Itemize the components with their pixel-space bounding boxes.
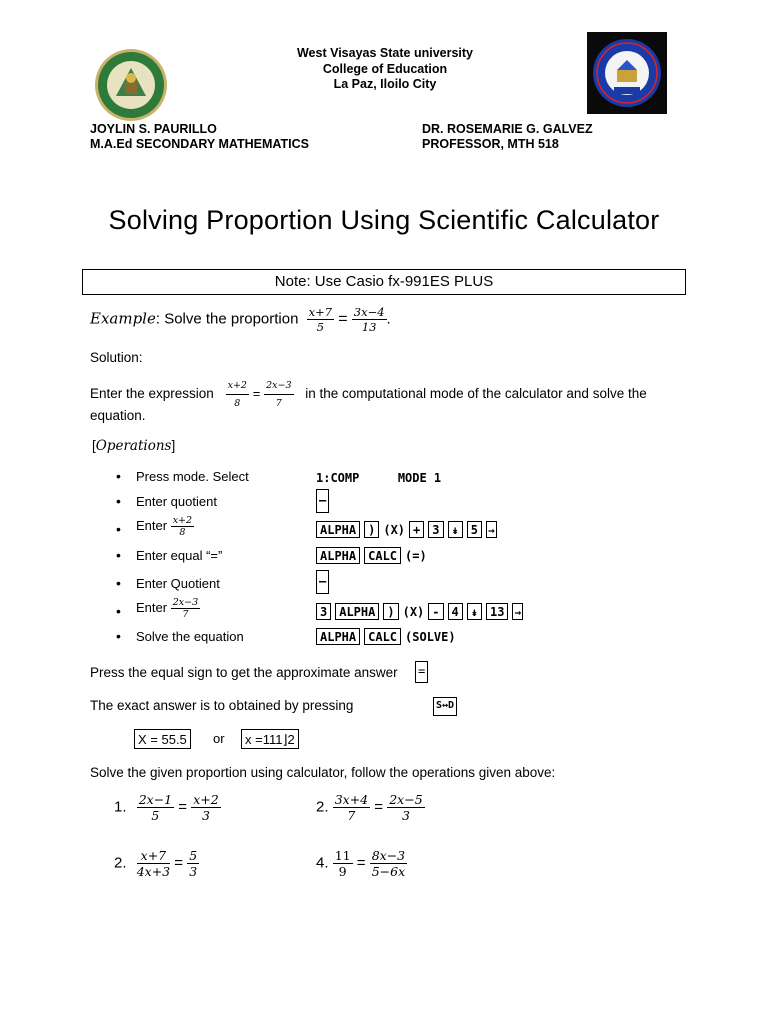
decimal-answer-box: X = 55.5 — [134, 729, 191, 749]
right-arrow-key: → — [486, 521, 497, 538]
fraction-denominator: 5 — [316, 320, 325, 334]
fraction-denominator: 3 — [202, 808, 210, 823]
fraction-numerator: x+2 — [226, 377, 249, 395]
or-text: or — [213, 731, 225, 746]
step-keys — [316, 570, 333, 594]
step-label: Enter — [136, 599, 168, 615]
professor-course: PROFESSOR, MTH 518 — [422, 137, 559, 151]
fraction-denominator: 7 — [347, 808, 356, 823]
equals-sign: = — [338, 310, 348, 328]
exercise-intro: Solve the given proportion using calculator, follow the operations given above: — [90, 765, 556, 780]
fraction-key: — — [316, 570, 329, 594]
bullet-icon: • — [116, 493, 121, 509]
alpha-key: ALPHA — [335, 603, 379, 620]
fraction-denominator: 9 — [338, 864, 347, 879]
bracket-open: [ — [92, 438, 96, 453]
step-label-with-fraction — [136, 597, 200, 620]
equals-text: (=) — [405, 548, 427, 563]
exercise-rhs-fraction — [187, 848, 199, 879]
equals-sign: = — [174, 854, 184, 872]
fraction-numerator: x+7 — [137, 848, 170, 864]
s-d-key: S↔D — [433, 697, 457, 716]
step-label: Enter Quotient — [136, 576, 220, 591]
x-variable-text: (X) — [383, 522, 406, 537]
step-keys — [316, 628, 460, 646]
college-emblem-icon — [587, 32, 667, 114]
exercise-number: 1. — [114, 798, 127, 816]
calc-key: CALC — [364, 628, 401, 645]
example-text: : Solve the proportion — [155, 310, 299, 328]
exercise-lhs-fraction — [333, 792, 370, 823]
college-name: College of Education — [322, 62, 448, 76]
digit-key: 13 — [486, 603, 508, 620]
fraction-numerator: 5 — [189, 848, 198, 863]
example-line — [90, 305, 391, 334]
fraction-key: — — [316, 489, 329, 513]
operations-heading — [92, 438, 175, 454]
professor-name: DR. ROSEMARIE G. GALVEZ — [422, 122, 593, 136]
fraction-denominator: 4x+3 — [136, 864, 171, 879]
exercise-number: 4. — [316, 854, 329, 872]
fraction-numerator: 8x−3 — [371, 848, 406, 863]
exercise-number: 2. — [316, 798, 329, 816]
fraction-denominator: 5−6x — [371, 864, 406, 879]
expression-lhs-fraction — [226, 377, 249, 412]
bullet-icon: • — [116, 521, 121, 537]
note-box: Note: Use Casio fx-991ES PLUS — [82, 269, 686, 295]
step-keys — [316, 547, 431, 565]
equals-sign: = — [252, 386, 261, 402]
step-label: Enter — [136, 517, 168, 533]
exercise-item — [114, 848, 199, 879]
fraction-numerator: 2x−3 — [172, 597, 199, 608]
bracket-close: ] — [171, 438, 176, 453]
fraction-numerator: 2x−1 — [138, 792, 173, 807]
digit-key: 3 — [428, 521, 443, 538]
page-title: Solving Proportion Using Scientific Calculator — [108, 205, 660, 235]
bullet-icon: • — [116, 575, 121, 591]
exercise-rhs-fraction — [387, 792, 424, 823]
step-label: Enter quotient — [136, 494, 217, 509]
alpha-key: ALPHA — [316, 628, 360, 645]
paren-key: ) — [364, 521, 379, 538]
mode-comp-text: 1:COMP — [316, 470, 360, 485]
fraction-numerator: 3x−4 — [353, 305, 385, 319]
down-arrow-key: ↡ — [467, 603, 482, 620]
operations-label: Operations — [95, 438, 172, 454]
example-rhs-fraction — [352, 305, 387, 334]
digit-key: 3 — [316, 603, 331, 620]
digit-key: 4 — [448, 603, 463, 620]
fraction-numerator: x+7 — [308, 305, 333, 319]
step-keys — [316, 469, 441, 487]
university-name: West Visayas State university — [296, 46, 474, 60]
exercise-number: 2. — [114, 854, 127, 872]
step-keys — [316, 489, 333, 513]
fraction-numerator: x+2 — [193, 792, 219, 807]
bullet-icon: • — [116, 468, 121, 484]
step-keys — [316, 521, 501, 539]
step-label-with-fraction — [136, 515, 194, 538]
fraction-numerator: 11 — [334, 848, 351, 863]
fraction-denominator: 8 — [234, 398, 241, 409]
approx-instruction: Press the equal sign to get the approximate answer — [90, 665, 398, 680]
exercise-rhs-fraction — [191, 792, 220, 823]
exercise-lhs-fraction — [137, 792, 174, 823]
alpha-key: ALPHA — [316, 521, 360, 538]
equals-sign: = — [178, 798, 188, 816]
right-arrow-key: → — [512, 603, 523, 620]
bullet-icon: • — [116, 628, 121, 644]
fraction-numerator: 2x−3 — [264, 377, 293, 395]
student-name: JOYLIN S. PAURILLO — [90, 122, 217, 136]
enter-expression-line — [90, 377, 647, 412]
solution-label: Solution: — [90, 350, 143, 365]
step-label: Press mode. Select — [136, 469, 249, 484]
fraction-denominator: 3 — [189, 864, 198, 879]
equals-sign: = — [374, 798, 384, 816]
exercise-rhs-fraction — [370, 848, 407, 879]
fraction-denominator: 13 — [361, 320, 377, 334]
fraction-answer-box: x =111⌋2 — [241, 729, 299, 749]
plus-key: + — [409, 521, 424, 538]
period: . — [386, 310, 391, 328]
mode-1-text: MODE 1 — [397, 470, 442, 485]
example-lhs-fraction — [307, 305, 334, 334]
down-arrow-key: ↡ — [448, 521, 463, 538]
enter-expression-text: Enter the expression — [90, 386, 214, 402]
student-program: M.A.Ed SECONDARY MATHEMATICS — [90, 137, 309, 151]
exercise-lhs-fraction — [333, 848, 353, 879]
fraction-denominator: 8 — [179, 527, 186, 538]
college-of-education-logo — [587, 32, 667, 114]
calc-key: CALC — [364, 547, 401, 564]
example-label: Example — [90, 309, 156, 328]
paren-key: ) — [383, 603, 398, 620]
digit-key: 5 — [467, 521, 482, 538]
university-address: La Paz, Iloilo City — [333, 77, 437, 91]
equals-key: = — [415, 661, 428, 683]
step-label: Enter equal “=” — [136, 548, 223, 563]
fraction-denominator: 7 — [182, 609, 189, 620]
minus-key: - — [428, 603, 443, 620]
equals-sign: = — [356, 854, 366, 872]
bullet-icon: • — [116, 547, 121, 563]
exercise-item — [114, 792, 221, 823]
exercise-item — [316, 848, 407, 879]
exercise-item — [316, 792, 425, 823]
enter-expression-continuation: equation. — [90, 408, 146, 423]
fraction-numerator: 3x+4 — [334, 792, 369, 807]
alpha-key: ALPHA — [316, 547, 360, 564]
fraction-denominator: 5 — [151, 808, 160, 823]
fraction-denominator: 3 — [401, 808, 410, 823]
step-fraction — [171, 515, 194, 538]
exercise-lhs-fraction — [137, 848, 170, 879]
wvsu-seal-logo — [94, 48, 168, 122]
step-fraction — [171, 597, 200, 620]
enter-expression-post: in the computational mode of the calculator and solve the — [305, 386, 647, 402]
exact-instruction: The exact answer is to obtained by pressing — [90, 698, 354, 713]
expression-rhs-fraction — [264, 377, 293, 412]
fraction-numerator: 2x−5 — [389, 792, 423, 807]
step-keys — [316, 603, 527, 621]
x-variable-text: (X) — [402, 604, 425, 619]
fraction-denominator: 7 — [275, 398, 282, 409]
bullet-icon: • — [116, 603, 121, 619]
solve-text: (SOLVE) — [405, 629, 456, 644]
step-label: Solve the equation — [136, 629, 244, 644]
fraction-numerator: x+2 — [172, 515, 193, 526]
